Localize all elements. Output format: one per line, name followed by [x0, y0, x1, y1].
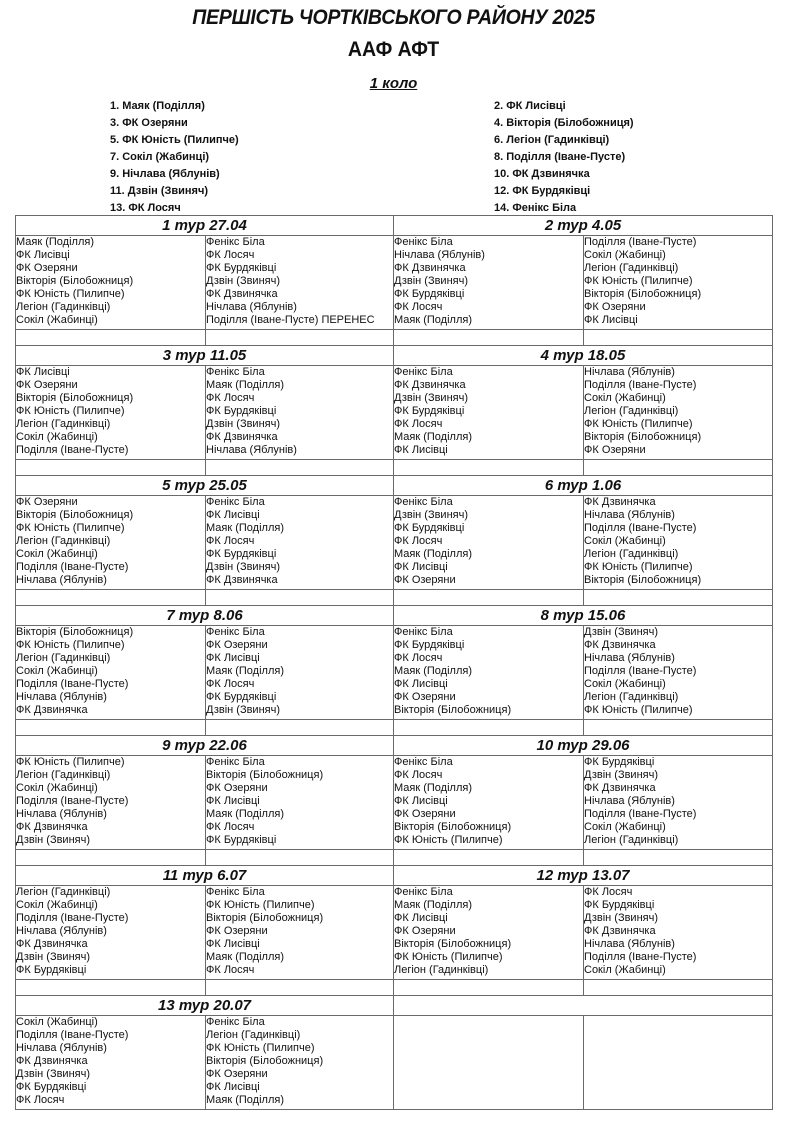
home-team: Легіон (Гадинківці) [16, 769, 111, 781]
away-team: Маяк (Поділля) [206, 1094, 284, 1106]
away-team: ФК Лосяч [206, 821, 255, 833]
team-list-item: 2. ФК Лисівці [494, 100, 566, 112]
home-team: Поділля (Іване-Пусте) [16, 444, 129, 456]
away-team: ФК Лосяч [206, 678, 255, 690]
round-matches-row [16, 626, 773, 720]
away-team: Сокіл (Жабинці) [584, 535, 666, 547]
home-teams-cell [394, 756, 584, 850]
away-teams-cell [584, 496, 773, 590]
round-header-row [16, 476, 773, 496]
home-team: Вікторія (Білобожниця) [394, 938, 512, 950]
home-team: Нічлава (Яблунів) [16, 925, 107, 937]
away-team: ФК Озеряни [206, 639, 268, 651]
away-team: Сокіл (Жабинці) [584, 821, 666, 833]
away-team: Дзвін (Звиняч) [206, 704, 280, 716]
away-team: ФК Бурдяківці [584, 899, 655, 911]
team-list-item: 7. Сокіл (Жабинці) [110, 151, 210, 163]
empty-cell [16, 330, 206, 346]
home-team: ФК Бурдяківці [16, 1081, 87, 1093]
away-team: ФК Лисівці [584, 314, 638, 326]
home-team: ФК Лисівці [394, 678, 448, 690]
home-team: Фенікс Біла [394, 626, 453, 638]
home-team: ФК Юність (Пилипче) [394, 951, 503, 963]
home-team: ФК Лосяч [394, 301, 443, 313]
round-title: 2 тур 4.05 [394, 216, 773, 236]
away-team: Легіон (Гадинківці) [206, 1029, 301, 1041]
away-team: Вікторія (Білобожниця) [584, 288, 702, 300]
round-title: 3 тур 11.05 [16, 346, 394, 366]
home-team: Нічлава (Яблунів) [394, 249, 485, 261]
away-team: ФК Дзвинячка [584, 639, 656, 651]
empty-cell [584, 590, 773, 606]
empty-cell [584, 980, 773, 996]
away-team: Фенікс Біла [206, 756, 265, 768]
away-teams-cell [584, 366, 773, 460]
spacer-row [16, 590, 773, 606]
away-team: ФК Юність (Пилипче) [584, 561, 693, 573]
away-team: Поділля (Іване-Пусте) [584, 379, 697, 391]
home-team: ФК Лосяч [394, 652, 443, 664]
team-list-item: 14. Фенікс Біла [494, 202, 577, 214]
away-team: Дзвін (Звиняч) [206, 418, 280, 430]
away-team: Сокіл (Жабинці) [584, 392, 666, 404]
home-team: ФК Дзвинячка [16, 821, 88, 833]
home-teams-cell [394, 236, 584, 330]
away-team: Легіон (Гадинківці) [584, 691, 679, 703]
round-matches-row [16, 756, 773, 850]
home-team: ФК Лосяч [394, 535, 443, 547]
team-list-item: 10. ФК Дзвинячка [494, 168, 590, 180]
home-teams-cell [16, 236, 206, 330]
away-teams-cell [584, 756, 773, 850]
away-team: Поділля (Іване-Пусте) [584, 236, 697, 248]
home-teams-cell [394, 496, 584, 590]
empty-cell [394, 460, 584, 476]
home-team: ФК Озеряни [16, 379, 78, 391]
empty-cell [394, 850, 584, 866]
home-teams-cell [16, 626, 206, 720]
away-team: ФК Дзвинячка [206, 288, 278, 300]
page-title: ПЕРШІСТЬ ЧОРТКІВСЬКОГО РАЙОНУ 2025 [192, 6, 595, 29]
away-teams-cell [584, 236, 773, 330]
home-team: ФК Озеряни [394, 808, 456, 820]
round-title: 11 тур 6.07 [16, 866, 394, 886]
away-team: Вікторія (Білобожниця) [206, 912, 324, 924]
away-team: ФК Лосяч [206, 535, 255, 547]
away-team: Фенікс Біла [206, 1016, 265, 1028]
away-team: ФК Дзвинячка [206, 574, 278, 586]
home-team: ФК Лисівці [394, 561, 448, 573]
away-team: ФК Озеряни [206, 1068, 268, 1080]
home-team: Маяк (Поділля) [394, 314, 472, 326]
home-team: Поділля (Іване-Пусте) [16, 912, 129, 924]
home-team: ФК Лосяч [394, 769, 443, 781]
empty-cell [584, 460, 773, 476]
home-team: ФК Лисівці [16, 366, 70, 378]
round-title: 7 тур 8.06 [16, 606, 394, 626]
away-team: Нічлава (Яблунів) [206, 301, 297, 313]
away-team: Сокіл (Жабинці) [584, 678, 666, 690]
away-team: Нічлава (Яблунів) [584, 795, 675, 807]
round-title: 9 тур 22.06 [16, 736, 394, 756]
empty-cell [206, 720, 394, 736]
away-team: ФК Бурдяківці [206, 405, 277, 417]
away-team: ФК Лосяч [584, 886, 633, 898]
home-team: Вікторія (Білобожниця) [394, 821, 512, 833]
home-teams-cell [16, 496, 206, 590]
home-team: Маяк (Поділля) [16, 236, 94, 248]
home-teams-cell [16, 886, 206, 980]
home-team: ФК Юність (Пилипче) [16, 756, 125, 768]
away-team: Фенікс Біла [206, 366, 265, 378]
round-title: 8 тур 15.06 [394, 606, 773, 626]
home-team: Легіон (Гадинківці) [16, 535, 111, 547]
away-team: ФК Бурдяківці [206, 691, 277, 703]
empty-cell [16, 460, 206, 476]
home-team: Сокіл (Жабинці) [16, 782, 98, 794]
home-team: ФК Лосяч [394, 418, 443, 430]
round-header-row [16, 996, 773, 1016]
home-team: Сокіл (Жабинці) [16, 431, 98, 443]
home-team: ФК Бурдяківці [394, 639, 465, 651]
empty-cell [206, 460, 394, 476]
empty-cell [16, 720, 206, 736]
home-team: Легіон (Гадинківці) [16, 886, 111, 898]
away-team: ФК Лисівці [206, 938, 260, 950]
home-team: Дзвін (Звиняч) [16, 834, 90, 846]
home-team: Маяк (Поділля) [394, 665, 472, 677]
away-team: Дзвін (Звиняч) [206, 561, 280, 573]
away-team: ФК Дзвинячка [584, 925, 656, 937]
away-team: Нічлава (Яблунів) [584, 366, 675, 378]
spacer-row [16, 330, 773, 346]
empty-cell [206, 850, 394, 866]
empty-cell [394, 590, 584, 606]
spacer-row [16, 850, 773, 866]
away-teams-cell [206, 496, 394, 590]
home-team: Легіон (Гадинківці) [16, 301, 111, 313]
away-teams-cell [206, 1016, 394, 1110]
home-teams-cell [16, 366, 206, 460]
home-team: Поділля (Іване-Пусте) [16, 561, 129, 573]
away-team: Дзвін (Звиняч) [206, 275, 280, 287]
home-team: ФК Юність (Пилипче) [16, 522, 125, 534]
away-team: Легіон (Гадинківці) [584, 548, 679, 560]
empty-cell [16, 850, 206, 866]
round-title: 1 тур 27.04 [16, 216, 394, 236]
away-team: Маяк (Поділля) [206, 808, 284, 820]
home-team: Маяк (Поділля) [394, 899, 472, 911]
away-team: ФК Лосяч [206, 964, 255, 976]
home-team: Нічлава (Яблунів) [16, 691, 107, 703]
round-matches-row [16, 886, 773, 980]
away-team: ФК Озеряни [584, 444, 646, 456]
away-team: Фенікс Біла [206, 886, 265, 898]
round-matches-row [16, 1016, 773, 1110]
round-header-row [16, 866, 773, 886]
round-header-row [16, 216, 773, 236]
team-list-item: 1. Маяк (Поділля) [110, 100, 205, 112]
away-team: Поділля (Іване-Пусте) ПЕРЕНЕС [206, 314, 375, 326]
team-list-item: 9. Нічлава (Яблунів) [110, 168, 220, 180]
home-team: Нічлава (Яблунів) [16, 1042, 107, 1054]
away-team: Фенікс Біла [206, 496, 265, 508]
team-list-item: 8. Поділля (Іване-Пусте) [494, 151, 626, 163]
away-team: ФК Лосяч [206, 392, 255, 404]
empty-cell [394, 980, 584, 996]
away-team: Фенікс Біла [206, 626, 265, 638]
away-team: ФК Дзвинячка [206, 431, 278, 443]
away-team: ФК Бурдяківці [584, 756, 655, 768]
home-team: Дзвін (Звиняч) [16, 951, 90, 963]
home-team: Легіон (Гадинківці) [16, 418, 111, 430]
home-team: Нічлава (Яблунів) [16, 574, 107, 586]
away-team: Маяк (Поділля) [206, 379, 284, 391]
away-team: ФК Лисівці [206, 509, 260, 521]
away-team: Нічлава (Яблунів) [584, 938, 675, 950]
home-team: ФК Дзвинячка [394, 262, 466, 274]
home-team: Поділля (Іване-Пусте) [16, 678, 129, 690]
away-team: ФК Озеряни [206, 925, 268, 937]
away-team: Легіон (Гадинківці) [584, 405, 679, 417]
round-title: 5 тур 25.05 [16, 476, 394, 496]
home-team: ФК Бурдяківці [394, 405, 465, 417]
away-team: ФК Юність (Пилипче) [584, 704, 693, 716]
home-team: Фенікс Біла [394, 366, 453, 378]
away-teams-cell [206, 626, 394, 720]
home-team: Сокіл (Жабинці) [16, 899, 98, 911]
away-teams-cell [206, 886, 394, 980]
away-team: Нічлава (Яблунів) [584, 509, 675, 521]
home-team: ФК Озеряни [394, 574, 456, 586]
home-teams-cell [394, 1016, 584, 1110]
home-teams-cell [16, 756, 206, 850]
home-team: Сокіл (Жабинці) [16, 314, 98, 326]
away-team: Поділля (Іване-Пусте) [584, 808, 697, 820]
away-team: Поділля (Іване-Пусте) [584, 665, 697, 677]
home-team: Вікторія (Білобожниця) [394, 704, 512, 716]
away-teams-cell [584, 626, 773, 720]
home-team: ФК Дзвинячка [16, 704, 88, 716]
round-header-row [16, 736, 773, 756]
away-team: ФК Юність (Пилипче) [206, 899, 315, 911]
away-team: Дзвін (Звиняч) [584, 912, 658, 924]
team-list-item: 12. ФК Бурдяківці [494, 185, 591, 197]
home-team: Фенікс Біла [394, 496, 453, 508]
round-title: 6 тур 1.06 [394, 476, 773, 496]
home-teams-cell [394, 886, 584, 980]
home-team: ФК Бурдяківці [16, 964, 87, 976]
away-team: Дзвін (Звиняч) [584, 769, 658, 781]
home-team: ФК Озеряни [394, 691, 456, 703]
team-list-item: 3. ФК Озеряни [110, 117, 188, 129]
home-team: Сокіл (Жабинці) [16, 548, 98, 560]
empty-cell [206, 330, 394, 346]
home-team: Дзвін (Звиняч) [394, 509, 468, 521]
away-team: ФК Лисівці [206, 795, 260, 807]
away-team: ФК Бурдяківці [206, 834, 277, 846]
away-team: Поділля (Іване-Пусте) [584, 522, 697, 534]
empty-cell [394, 720, 584, 736]
home-team: Сокіл (Жабинці) [16, 1016, 98, 1028]
home-team: Фенікс Біла [394, 756, 453, 768]
empty-cell [584, 720, 773, 736]
away-team: ФК Дзвинячка [584, 782, 656, 794]
spacer-row [16, 460, 773, 476]
away-team: ФК Лисівці [206, 1081, 260, 1093]
away-team: Сокіл (Жабинці) [584, 249, 666, 261]
round-matches-row [16, 366, 773, 460]
away-team: Поділля (Іване-Пусте) [584, 951, 697, 963]
home-team: ФК Лисівці [16, 249, 70, 261]
home-team: ФК Озеряни [16, 262, 78, 274]
empty-cell [16, 590, 206, 606]
away-teams-cell [206, 756, 394, 850]
away-team: ФК Лосяч [206, 249, 255, 261]
away-team: Легіон (Гадинківці) [584, 834, 679, 846]
home-team: Легіон (Гадинківці) [394, 964, 489, 976]
round-header-row [16, 346, 773, 366]
empty-cell [206, 980, 394, 996]
away-team: ФК Юність (Пилипче) [584, 418, 693, 430]
away-team: ФК Лисівці [206, 652, 260, 664]
home-teams-cell [394, 626, 584, 720]
home-team: Вікторія (Білобожниця) [16, 626, 134, 638]
home-team: Фенікс Біла [394, 236, 453, 248]
team-list-item: 13. ФК Лосяч [110, 202, 181, 214]
round-title: 13 тур 20.07 [16, 996, 394, 1016]
home-team: Маяк (Поділля) [394, 548, 472, 560]
home-team: ФК Бурдяківці [394, 522, 465, 534]
away-team: Сокіл (Жабинці) [584, 964, 666, 976]
away-teams-cell [584, 1016, 773, 1110]
home-team: ФК Лисівці [394, 912, 448, 924]
empty-cell [394, 996, 773, 1016]
team-list-item: 11. Дзвін (Звиняч) [110, 185, 209, 197]
round-title: 10 тур 29.06 [394, 736, 773, 756]
home-team: Вікторія (Білобожниця) [16, 275, 134, 287]
home-team: ФК Озеряни [16, 496, 78, 508]
away-team: Легіон (Гадинківці) [584, 262, 679, 274]
spacer-row [16, 980, 773, 996]
page-subtitle: ААФ АФТ [347, 38, 440, 61]
away-team: Маяк (Поділля) [206, 665, 284, 677]
home-team: ФК Дзвинячка [16, 938, 88, 950]
home-team: ФК Бурдяківці [394, 288, 465, 300]
home-teams-cell [16, 1016, 206, 1110]
away-team: ФК Юність (Пилипче) [206, 1042, 315, 1054]
home-team: Дзвін (Звиняч) [394, 275, 468, 287]
round-matches-row [16, 236, 773, 330]
away-team: ФК Юність (Пилипче) [584, 275, 693, 287]
round-title: 12 тур 13.07 [394, 866, 773, 886]
away-team: Вікторія (Білобожниця) [584, 574, 702, 586]
home-team: Дзвін (Звиняч) [394, 392, 468, 404]
away-team: Фенікс Біла [206, 236, 265, 248]
home-team: Вікторія (Білобожниця) [16, 392, 134, 404]
home-team: Фенікс Біла [394, 886, 453, 898]
away-team: ФК Бурдяківці [206, 262, 277, 274]
away-team: ФК Дзвинячка [584, 496, 656, 508]
round-label: 1 коло [369, 75, 418, 92]
home-team: ФК Лисівці [394, 795, 448, 807]
away-team: Маяк (Поділля) [206, 951, 284, 963]
away-team: Вікторія (Білобожниця) [206, 769, 324, 781]
home-team: Поділля (Іване-Пусте) [16, 795, 129, 807]
empty-cell [16, 980, 206, 996]
home-teams-cell [394, 366, 584, 460]
empty-cell [206, 590, 394, 606]
home-team: ФК Юність (Пилипче) [394, 834, 503, 846]
home-team: Дзвін (Звиняч) [16, 1068, 90, 1080]
home-team: Вікторія (Білобожниця) [16, 509, 134, 521]
team-list-item: 4. Вікторія (Білобожниця) [494, 117, 634, 129]
home-team: Сокіл (Жабинці) [16, 665, 98, 677]
away-team: Маяк (Поділля) [206, 522, 284, 534]
away-teams-cell [206, 366, 394, 460]
schedule-table [15, 215, 773, 1110]
home-team: ФК Лосяч [16, 1094, 65, 1106]
home-team: Нічлава (Яблунів) [16, 808, 107, 820]
team-list-item: 5. ФК Юність (Пилипче) [110, 134, 239, 146]
home-team: Маяк (Поділля) [394, 782, 472, 794]
away-team: Вікторія (Білобожниця) [206, 1055, 324, 1067]
home-team: ФК Озеряни [394, 925, 456, 937]
home-team: ФК Юність (Пилипче) [16, 639, 125, 651]
round-title: 4 тур 18.05 [394, 346, 773, 366]
away-team: ФК Бурдяківці [206, 548, 277, 560]
home-team: ФК Дзвинячка [394, 379, 466, 391]
home-team: ФК Дзвинячка [16, 1055, 88, 1067]
spacer-row [16, 720, 773, 736]
home-team: Поділля (Іване-Пусте) [16, 1029, 129, 1041]
away-team: ФК Озеряни [584, 301, 646, 313]
away-team: Нічлава (Яблунів) [584, 652, 675, 664]
team-list-item: 6. Легіон (Гадинківці) [494, 134, 610, 146]
empty-cell [584, 330, 773, 346]
away-team: Дзвін (Звиняч) [584, 626, 658, 638]
round-header-row [16, 606, 773, 626]
home-team: Маяк (Поділля) [394, 431, 472, 443]
empty-cell [584, 850, 773, 866]
home-team: ФК Юність (Пилипче) [16, 405, 125, 417]
away-team: Нічлава (Яблунів) [206, 444, 297, 456]
away-team: ФК Озеряни [206, 782, 268, 794]
home-team: ФК Лисівці [394, 444, 448, 456]
away-team: Вікторія (Білобожниця) [584, 431, 702, 443]
home-team: ФК Юність (Пилипче) [16, 288, 125, 300]
empty-cell [394, 330, 584, 346]
home-team: Легіон (Гадинківці) [16, 652, 111, 664]
round-matches-row [16, 496, 773, 590]
away-teams-cell [584, 886, 773, 980]
away-teams-cell [206, 236, 394, 330]
